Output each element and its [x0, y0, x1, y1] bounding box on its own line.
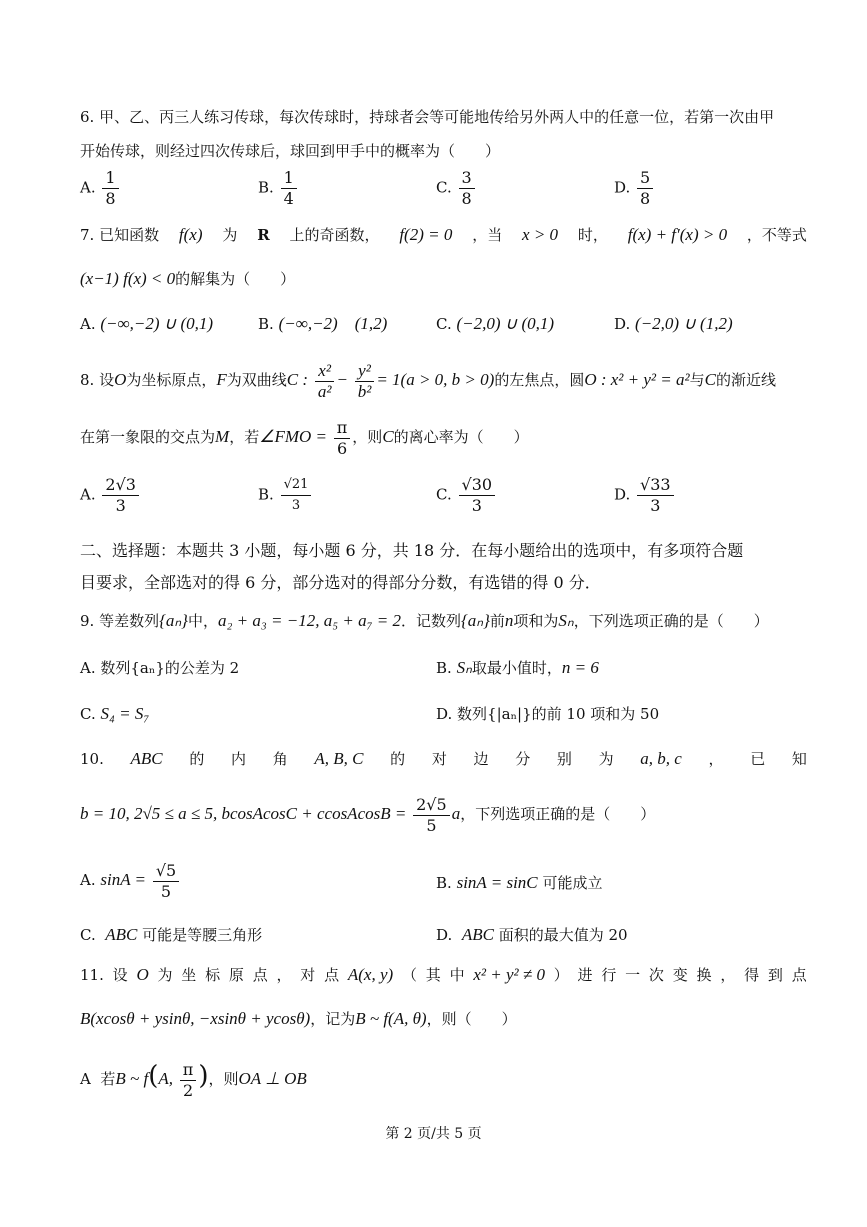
option-label: B. [258, 178, 274, 197]
q9-option-a: A. 数列{aₙ}的公差为 2 [80, 659, 240, 677]
fraction: $\frac{3}{8}$ [459, 168, 475, 209]
option-label: D. [614, 178, 631, 197]
fraction: $\frac{\text{y²}}{\text{b²}}$ [355, 361, 375, 402]
q6-stem-line2: 开始传球，则经过四次传球后，球回到甲手中的概率为（ ） [80, 142, 501, 160]
q10-option-d: D. ABC 面积的最大值为 20 [436, 925, 628, 944]
fraction: $\frac{1}{8}$ [102, 168, 118, 209]
q8-option-a: A. $\frac{2√3}{3}$ [80, 475, 141, 516]
q7-stem-line1: 7. 已知函数 f(x) 为 R 上的奇函数， f(2) = 0 ，当 x > 0 时， f(x) + f′(x) > 0 ，不等式 [80, 225, 807, 244]
q9-option-d: D. 数列{|aₙ|}的前 10 项和为 50 [436, 705, 660, 723]
option-label: A. [80, 178, 96, 197]
q11-stem-line1: 11. 设 O 为 坐 标 原 点 ， 对 点 A(x, y) （ 其 中 x² + y² ≠ 0 ） 进 行 一 次 变 换 ， 得 到 点 [80, 965, 807, 984]
q11-stem-line2: B(xcosθ + ysinθ, −xsinθ + ycosθ)，记为B ~ f(A, θ)，则（ ） [80, 1009, 517, 1028]
q10-option-b: B. sinA = sinC 可能成立 [436, 873, 603, 892]
fraction: $\frac{5}{8}$ [637, 168, 653, 209]
q9-option-b: B. Sₙ取最小值时，n = 6 [436, 658, 599, 677]
fraction: $\frac{\pi}{2}$ [180, 1060, 197, 1101]
q7-option-b: B. (−∞,−2) (1,2) [258, 314, 388, 333]
fraction: $\frac{2√3}{3}$ [102, 475, 139, 516]
fraction: $\frac{1}{4}$ [281, 168, 297, 209]
q10-stem-line1: 10. ABC 的 内 角 A, B, C 的 对 边 分 别 为 a, b, c ， 已 知 [80, 749, 807, 768]
q8-option-c: C. $\frac{√30}{3}$ [436, 475, 497, 516]
option-label: C. [436, 178, 452, 197]
q9-option-c: C. S₄ = S₇ [80, 704, 150, 723]
q11-option-a: A 若B ~ f(A, $\frac{\pi}{2}$ )，则OA ⊥ OB [80, 1059, 307, 1100]
fraction: $\frac{2√5}{5}$ [413, 795, 450, 836]
fraction: $\frac{√5}{5}$ [153, 861, 179, 902]
section2-heading-line1: 二、选择题：本题共 3 小题，每小题 6 分，共 18 分．在每小题给出的选项中，有多项符合题 [80, 541, 744, 560]
q10-stem-line2: b = 10, 2√5 ≤ a ≤ 5, bcosAcosC + ccosAcosB = $\frac{2√5}{5}$ a，下列选项正确的是（ ） [80, 794, 656, 835]
q8-stem-line2: 在第一象限的交点为M，若∠FMO = $\frac{\pi}{6}$ ，则C的离心率为（ ） [80, 417, 529, 458]
q10-option-a: A. sinA = $\frac{√5}{5}$ [80, 858, 181, 902]
q8-option-d: D. $\frac{√33}{3}$ [614, 475, 676, 516]
q7-stem-line2: (x−1) f(x) < 0的解集为（ ） [80, 269, 296, 288]
q7-option-d: D. (−2,0) ∪ (1,2) [614, 314, 733, 333]
fraction: $\frac{√21}{3}$ [281, 475, 312, 516]
section2-heading-line2: 目要求，全部选对的得 6 分，部分选对的得部分分数，有选错的得 0 分． [80, 573, 601, 592]
fraction: $\frac{√33}{3}$ [637, 475, 674, 516]
q8-option-b: B. $\frac{√21}{3}$ [258, 475, 313, 516]
q6-option-b [258, 168, 299, 209]
q6-option-d [614, 168, 655, 209]
q6-option-a [80, 168, 121, 209]
fraction: $\frac{√30}{3}$ [459, 475, 496, 516]
q6-stem-line1: 6. 甲、乙、丙三人练习传球，每次传球时，持球者会等可能地传给另外两人中的任意一位，若第一次由甲 [80, 108, 775, 126]
q10-option-c: C. ABC 可能是等腰三角形 [80, 925, 263, 944]
q9-stem: 9. 等差数列{aₙ}中，a₂ + a₃ = −12, a₅ + a₇ = 2．记数列{aₙ}前n项和为Sₙ，下列选项正确的是（ ） [80, 611, 769, 630]
q8-stem-line1: 8. 设O为坐标原点，F为双曲线C : $\frac{\text{x²}}{\text{a²}}$ − $\frac{\text{y²}}{\text{b²}}$ = 1(a > 0, b > 0)的左焦点，圆O : x² + y² = a²与C的渐近线 [80, 360, 776, 401]
q7-option-c: C. (−2,0) ∪ (0,1) [436, 314, 555, 333]
fraction: $\frac{\pi}{6}$ [334, 418, 351, 459]
q7-option-a: A. (−∞,−2) ∪ (0,1) [80, 314, 214, 333]
q6-option-c [436, 168, 477, 209]
fraction: $\frac{\text{x²}}{\text{a²}}$ [315, 361, 335, 402]
page-footer: 第 2 页/共 5 页 [385, 1126, 482, 1142]
